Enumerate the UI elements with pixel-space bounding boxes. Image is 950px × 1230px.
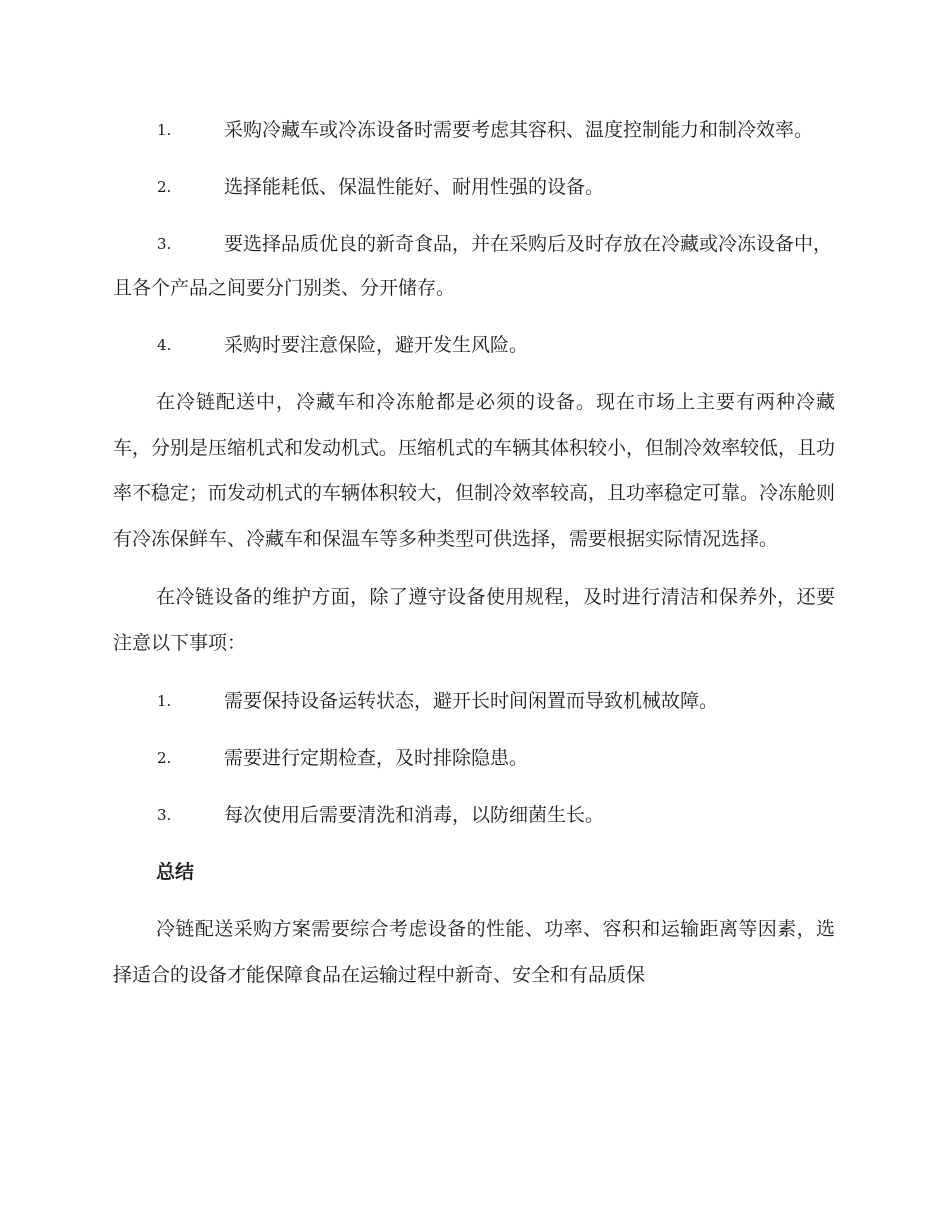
document-page	[113, 108, 835, 1011]
list-number: 1.	[157, 121, 172, 139]
list-item-text: 采购时要注意保险，避开发生风险。	[224, 334, 529, 356]
list-item	[113, 323, 835, 367]
list-item-text: 采购冷藏车或冷冻设备时需要考虑其容积、温度控制能力和制冷效率。	[224, 119, 814, 141]
body-paragraph: 在冷链设备的维护方面，除了遵守设备使用规程，及时进行清洁和保养外，还要注意以下事项：	[113, 586, 835, 654]
body-paragraph: 冷链配送采购方案需要综合考虑设备的性能、功率、容积和运输距离等因素，选择适合的设备才能保障食品在运输过程中新奇、安全和有品质保	[113, 918, 835, 986]
list-item-text: 选择能耗低、保温性能好、耐用性强的设备。	[224, 176, 605, 198]
list-number: 2.	[157, 178, 172, 196]
list-number: 2.	[157, 749, 172, 767]
list-number: 3.	[157, 235, 172, 253]
list-item	[113, 793, 835, 837]
list-item	[113, 222, 835, 310]
list-number: 1.	[157, 692, 172, 710]
list-item-text: 需要进行定期检查，及时排除隐患。	[224, 747, 529, 769]
list-item	[113, 165, 835, 209]
list-item-text: 要选择品质优良的新奇食品，并在采购后及时存放在冷藏或冷冻设备中，且各个产品之间要分门别类、分开储存。	[113, 233, 833, 299]
list-item-text: 每次使用后需要清洗和消毒，以防细菌生长。	[224, 804, 605, 826]
list-number: 4.	[157, 336, 172, 354]
list-item	[113, 108, 835, 152]
section-heading: 总结	[156, 861, 195, 883]
body-paragraph: 在冷链配送中，冷藏车和冷冻舱都是必须的设备。现在市场上主要有两种冷藏车，分别是压缩机式和发动机式。压缩机式的车辆其体积较小，但制冷效率较低，且功率不稳定；而发动机式的车辆体积较大，但制冷效率较高，且功率稳定可靠。冷冻舱则有冷冻保鲜车、冷藏车和保温车等多种类型可供选择，需要根据实际情况选择。	[113, 391, 836, 550]
list-number: 3.	[157, 806, 172, 824]
list-item	[113, 736, 835, 780]
list-item	[113, 679, 835, 723]
list-item-text: 需要保持设备运转状态，避开长时间闲置而导致机械故障。	[224, 690, 719, 712]
